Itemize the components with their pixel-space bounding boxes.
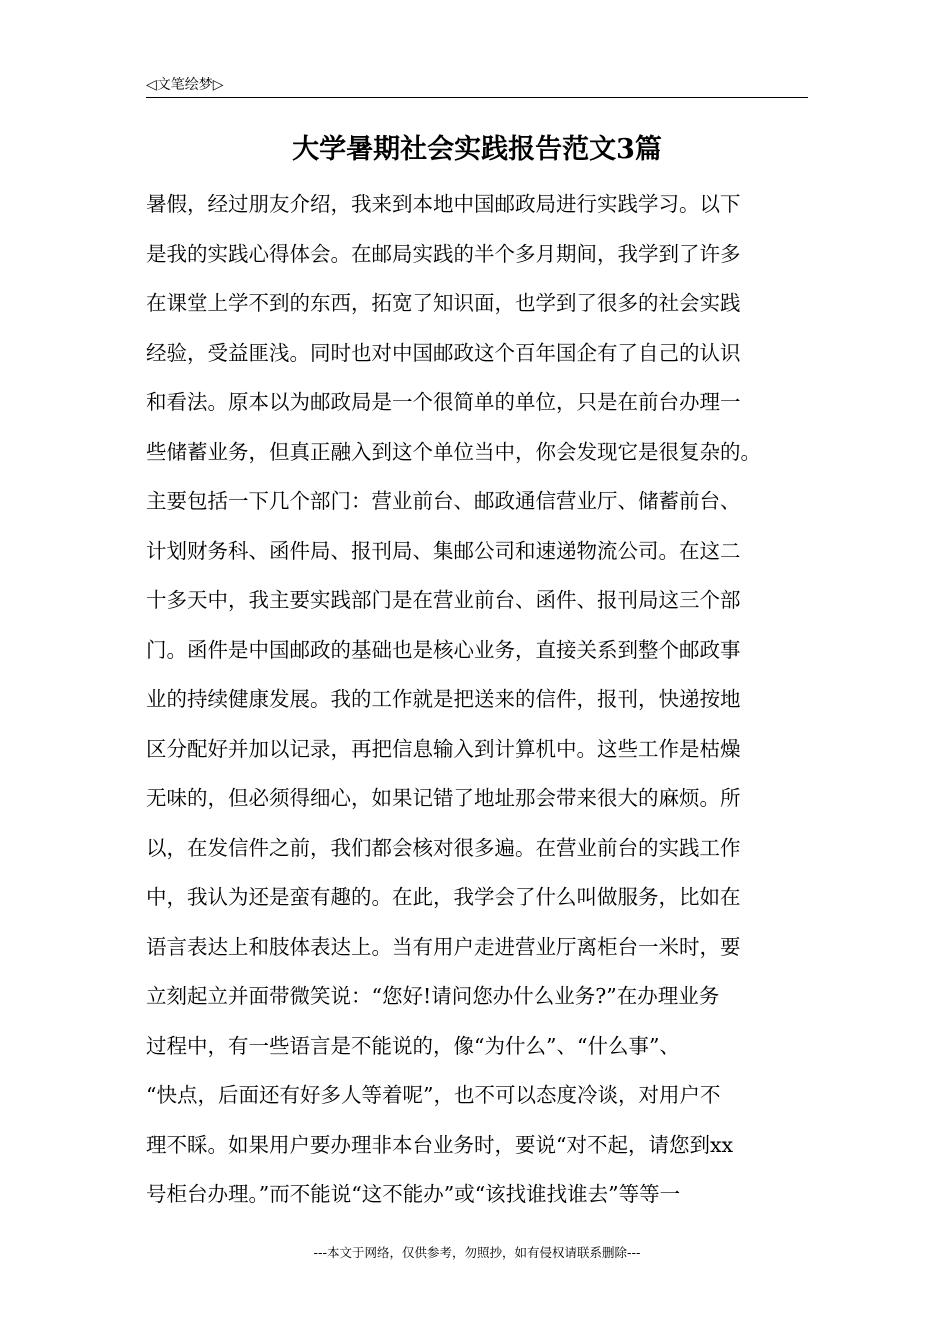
- body-line: 理不睬。如果用户要办理非本台业务时，要说“对不起，请您到xx: [146, 1132, 734, 1157]
- body-line: 语言表达上和肢体表达上。当有用户走进营业厅离柜台一米时，要: [146, 934, 741, 959]
- body-line: “快点，后面还有好多人等着呢”，也不可以态度冷谈，对用户不: [146, 1083, 721, 1107]
- body-line: 中，我认为还是蛮有趣的。在此，我学会了什么叫做服务，比如在: [146, 885, 741, 909]
- body-line: 暑假，经过朋友介绍，我来到本地中国邮政局进行实践学习。以下: [146, 192, 741, 216]
- body-line: 门。函件是中国邮政的基础也是核心业务，直接关系到整个邮政事: [146, 637, 741, 662]
- body-line: 十多天中，我主要实践部门是在营业前台、函件、报刊局这三个部: [146, 588, 741, 612]
- body-line: 以，在发信件之前，我们都会核对很多遍。在营业前台的实践工作: [146, 835, 741, 860]
- body-line: 过程中，有一些语言是不能说的，像“为什么”、“什么事”、: [146, 1033, 680, 1058]
- body-line: 是我的实践心得体会。在邮局实践的半个多月期间，我学到了许多: [146, 241, 741, 266]
- body-line: 些储蓄业务，但真正融入到这个单位当中，你会发现它是很复杂的。: [146, 439, 761, 464]
- body-line: 主要包括一下几个部门：营业前台、邮政通信营业厅、储蓄前台、: [146, 489, 741, 513]
- header-divider: [146, 97, 808, 98]
- body-line: 无味的，但必须得细心，如果记错了地址那会带来很大的麻烦。所: [146, 786, 741, 810]
- footer-disclaimer: ---本文于网络，仅供参考，勿照抄，如有侵权请联系删除---: [313, 1245, 641, 1260]
- body-text: [146, 180, 826, 1220]
- body-line: 业的持续健康发展。我的工作就是把送来的信件，报刊，快递按地: [146, 687, 741, 711]
- header-label: ◁文笔绘梦▷: [146, 77, 224, 93]
- body-line: 区分配好并加以记录，再把信息输入到计算机中。这些工作是枯燥: [146, 736, 741, 761]
- body-line: 计划财务科、函件局、报刊局、集邮公司和速递物流公司。在这二: [146, 538, 741, 563]
- body-line: 号柜台办理。”而不能说“这不能办”或“该找谁找谁去”等等一: [146, 1182, 681, 1206]
- body-line: 和看法。原本以为邮政局是一个很简单的单位，只是在前台办理一: [146, 390, 741, 414]
- page-title: 大学暑期社会实践报告范文3篇: [292, 134, 662, 165]
- body-line: 经验，受益匪浅。同时也对中国邮政这个百年国企有了自己的认识: [146, 340, 741, 365]
- body-line: 立刻起立并面带微笑说：“您好!请问您办什么业务?”在办理业务: [146, 984, 720, 1008]
- body-line: 在课堂上学不到的东西，拓宽了知识面，也学到了很多的社会实践: [146, 291, 741, 315]
